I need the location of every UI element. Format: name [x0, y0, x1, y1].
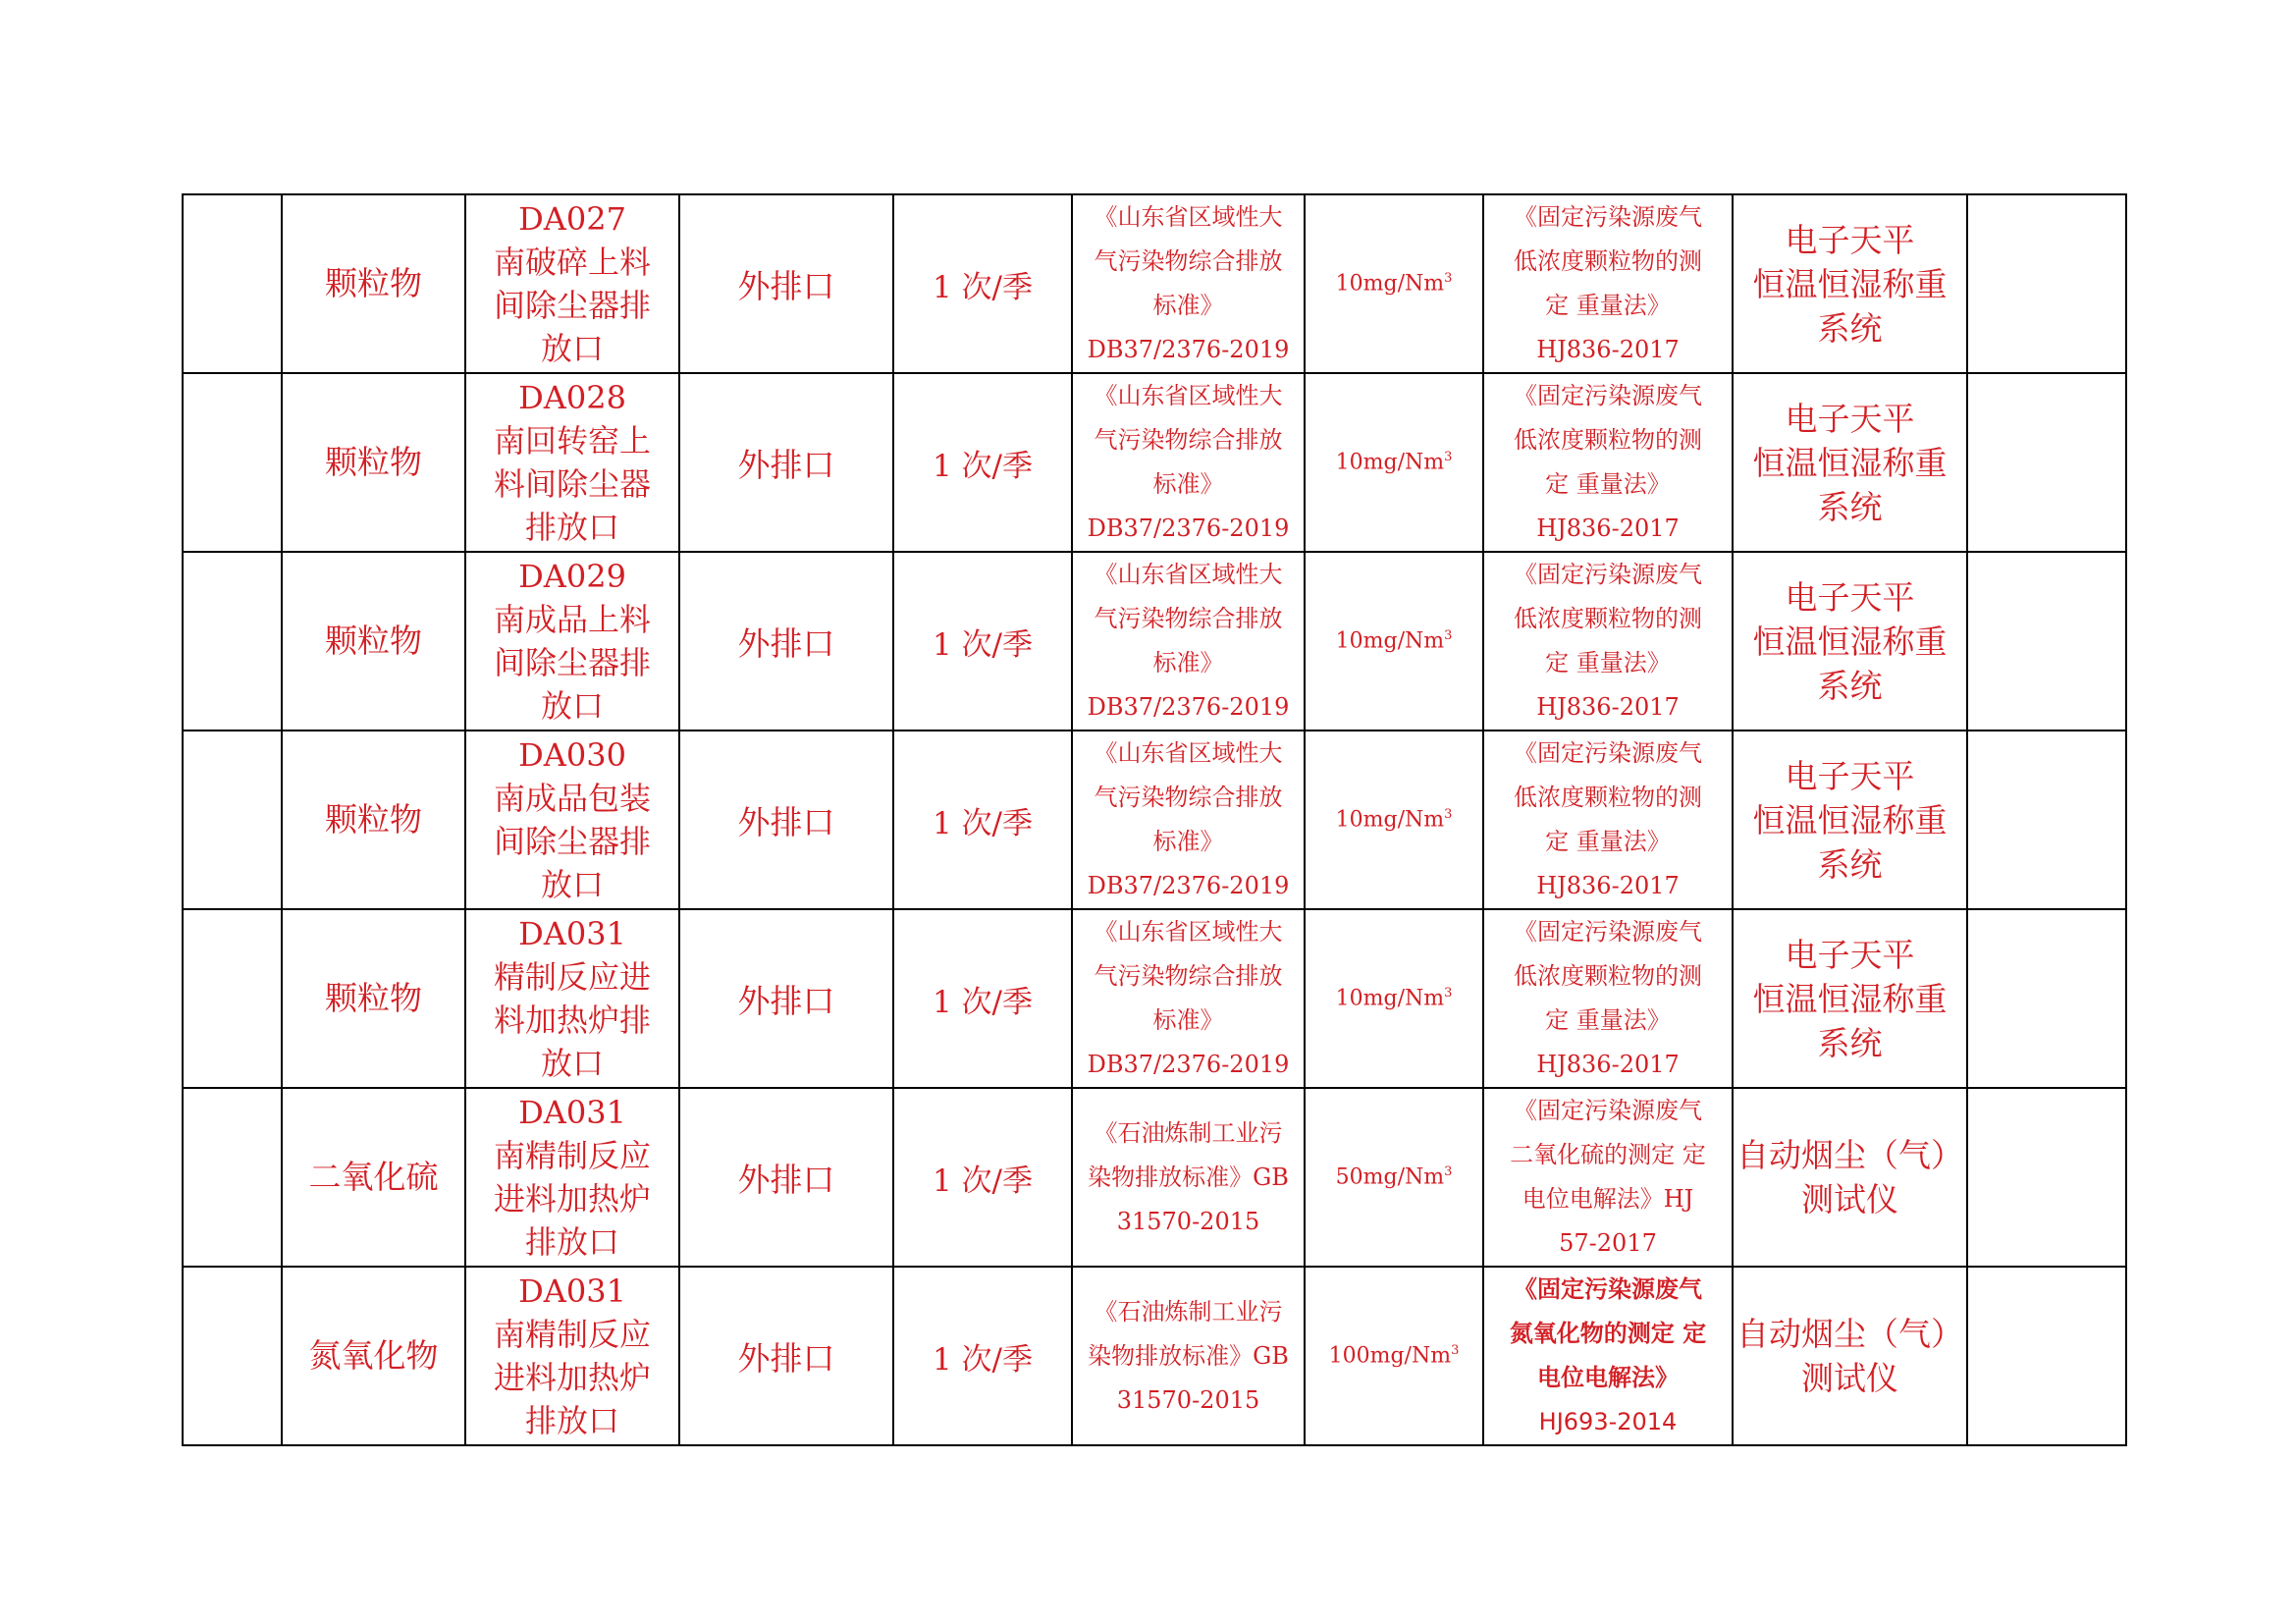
instrument-line: 测试仪 — [1801, 1359, 1898, 1397]
instrument-line: 恒温恒湿称重 — [1752, 622, 1948, 661]
table-body — [183, 194, 2126, 1445]
remark-cell — [1967, 552, 2126, 731]
outlet-line: 料加热炉排 — [493, 1001, 651, 1039]
method-line: 57-2017 — [1559, 1229, 1657, 1257]
standard-line: 标准》 — [1152, 649, 1224, 677]
instrument-cell — [1733, 1088, 1967, 1267]
outlet-cell — [465, 1088, 679, 1267]
method-cell — [1483, 552, 1733, 731]
method-line: HJ836-2017 — [1536, 1051, 1680, 1078]
standard-line: 标准》 — [1152, 1006, 1224, 1034]
limit-superscript: 3 — [1444, 628, 1453, 644]
standard-line: 标准》 — [1152, 470, 1224, 498]
instrument-line: 系统 — [1817, 487, 1883, 526]
instrument-line: 恒温恒湿称重 — [1752, 264, 1948, 303]
method-line: 定 重量法》 — [1545, 292, 1671, 319]
outlet-cell — [465, 194, 679, 373]
instrument-line: 系统 — [1817, 844, 1883, 884]
outlet-line: DA031 — [518, 915, 626, 952]
table-row — [183, 1267, 2126, 1445]
method-line: HJ693-2014 — [1538, 1408, 1678, 1435]
method-line: 《固定污染源废气 — [1514, 918, 1702, 946]
outlet-cell — [465, 373, 679, 552]
outlet-line: DA031 — [518, 1094, 626, 1131]
limit-cell — [1305, 909, 1483, 1088]
instrument-line: 系统 — [1817, 308, 1883, 348]
method-cell — [1483, 731, 1733, 909]
outlet-cell — [465, 909, 679, 1088]
outlet-line: 间除尘器排 — [493, 644, 651, 681]
limit-value: 10mg/Nm — [1335, 628, 1445, 654]
frequency-cell: 1 次/季 — [893, 1267, 1072, 1445]
standard-line: 《石油炼制工业污 — [1094, 1118, 1283, 1147]
instrument-cell — [1733, 552, 1967, 731]
outlet-type-cell: 外排口 — [679, 731, 893, 909]
frequency-cell: 1 次/季 — [893, 909, 1072, 1088]
method-line: 《固定污染源废气 — [1514, 561, 1702, 588]
outlet-line: 排放口 — [524, 1402, 619, 1439]
number-cell — [183, 552, 282, 731]
number-cell — [183, 1088, 282, 1267]
instrument-line: 恒温恒湿称重 — [1752, 800, 1948, 839]
outlet-line: 南精制反应 — [493, 1316, 651, 1353]
pollutant-cell: 氮氧化物 — [282, 1267, 465, 1445]
standard-line: 《山东省区域性大 — [1094, 918, 1283, 946]
limit-superscript: 3 — [1444, 807, 1453, 823]
method-line: HJ836-2017 — [1536, 872, 1680, 899]
standard-line: 气污染物综合排放 — [1094, 247, 1283, 275]
standard-line: 气污染物综合排放 — [1094, 426, 1283, 454]
pollutant-cell: 颗粒物 — [282, 909, 465, 1088]
standard-line: 《石油炼制工业污 — [1094, 1297, 1283, 1326]
instrument-cell — [1733, 373, 1967, 552]
method-line: 低浓度颗粒物的测 — [1514, 426, 1702, 454]
instrument-line: 电子天平 — [1785, 399, 1915, 438]
instrument-line: 恒温恒湿称重 — [1752, 979, 1948, 1018]
remark-cell — [1967, 194, 2126, 373]
method-line: 定 重量法》 — [1545, 828, 1671, 855]
standard-cell — [1072, 552, 1305, 731]
method-line: 定 重量法》 — [1545, 470, 1671, 498]
limit-superscript: 3 — [1444, 271, 1453, 287]
pollutant-cell: 二氧化硫 — [282, 1088, 465, 1267]
standard-line: 标准》 — [1152, 828, 1224, 855]
outlet-type-cell: 外排口 — [679, 1267, 893, 1445]
standard-line: 《山东省区域性大 — [1094, 739, 1283, 767]
standard-line: 气污染物综合排放 — [1094, 605, 1283, 632]
limit-cell — [1305, 1267, 1483, 1445]
outlet-line: 南精制反应 — [493, 1137, 651, 1174]
outlet-line: DA031 — [518, 1272, 626, 1310]
method-line: 《固定污染源废气 — [1514, 382, 1702, 409]
standard-line: DB37/2376-2019 — [1087, 872, 1290, 899]
outlet-line: 放口 — [540, 687, 604, 725]
outlet-line: 进料加热炉 — [493, 1359, 651, 1396]
outlet-line: DA030 — [518, 736, 626, 774]
method-line: 《固定污染源废气 — [1514, 1097, 1702, 1124]
standard-line: 31570-2015 — [1116, 1385, 1260, 1414]
standard-line: 《山东省区域性大 — [1094, 203, 1283, 231]
outlet-line: DA028 — [518, 379, 626, 416]
table-row — [183, 909, 2126, 1088]
standard-cell — [1072, 373, 1305, 552]
outlet-type-cell: 外排口 — [679, 194, 893, 373]
limit-value: 10mg/Nm — [1335, 807, 1445, 833]
instrument-line: 自动烟尘（气） — [1736, 1315, 1963, 1353]
method-line: 《固定污染源废气 — [1514, 1275, 1702, 1303]
instrument-cell — [1733, 194, 1967, 373]
table-row — [183, 1088, 2126, 1267]
frequency-cell: 1 次/季 — [893, 731, 1072, 909]
table-row — [183, 194, 2126, 373]
number-cell — [183, 1267, 282, 1445]
method-line: 低浓度颗粒物的测 — [1514, 605, 1702, 632]
outlet-line: DA027 — [518, 200, 626, 238]
method-cell — [1483, 909, 1733, 1088]
limit-value: 10mg/Nm — [1335, 986, 1445, 1011]
frequency-cell: 1 次/季 — [893, 373, 1072, 552]
method-cell — [1483, 1088, 1733, 1267]
instrument-cell — [1733, 909, 1967, 1088]
limit-value: 10mg/Nm — [1335, 450, 1445, 475]
method-line: 电位电解法》HJ — [1522, 1185, 1694, 1213]
outlet-line: 进料加热炉 — [493, 1180, 651, 1218]
limit-value: 10mg/Nm — [1335, 271, 1445, 297]
standard-line: DB37/2376-2019 — [1087, 336, 1290, 363]
standard-line: DB37/2376-2019 — [1087, 1051, 1290, 1078]
method-cell — [1483, 1267, 1733, 1445]
standard-line: DB37/2376-2019 — [1087, 693, 1290, 721]
outlet-line: 料间除尘器 — [493, 465, 651, 503]
instrument-line: 恒温恒湿称重 — [1752, 443, 1948, 482]
table-row — [183, 373, 2126, 552]
method-line: HJ836-2017 — [1536, 693, 1680, 721]
remark-cell — [1967, 1267, 2126, 1445]
standard-cell — [1072, 731, 1305, 909]
outlet-line: 精制反应进 — [493, 958, 651, 996]
instrument-cell — [1733, 1267, 1967, 1445]
standard-line: 染物排放标准》GB — [1088, 1341, 1289, 1370]
standard-line: 标准》 — [1152, 292, 1224, 319]
method-line: 低浓度颗粒物的测 — [1514, 962, 1702, 990]
standard-line: 《山东省区域性大 — [1094, 561, 1283, 588]
outlet-line: 放口 — [540, 1045, 604, 1082]
standard-cell — [1072, 1088, 1305, 1267]
outlet-cell — [465, 1267, 679, 1445]
limit-superscript: 3 — [1444, 450, 1453, 465]
number-cell — [183, 194, 282, 373]
outlet-line: 放口 — [540, 866, 604, 903]
remark-cell — [1967, 909, 2126, 1088]
pollutant-cell: 颗粒物 — [282, 552, 465, 731]
frequency-cell: 1 次/季 — [893, 1088, 1072, 1267]
limit-cell — [1305, 373, 1483, 552]
standard-cell — [1072, 194, 1305, 373]
number-cell — [183, 731, 282, 909]
outlet-line: 排放口 — [524, 509, 619, 546]
standard-cell — [1072, 1267, 1305, 1445]
standard-line: 31570-2015 — [1116, 1207, 1260, 1235]
method-line: 低浓度颗粒物的测 — [1514, 247, 1702, 275]
limit-value: 100mg/Nm — [1328, 1343, 1452, 1369]
outlet-type-cell: 外排口 — [679, 373, 893, 552]
standard-line: DB37/2376-2019 — [1087, 514, 1290, 542]
frequency-cell: 1 次/季 — [893, 194, 1072, 373]
outlet-type-cell: 外排口 — [679, 552, 893, 731]
remark-cell — [1967, 373, 2126, 552]
instrument-line: 电子天平 — [1785, 577, 1915, 617]
method-cell — [1483, 373, 1733, 552]
pollutant-cell: 颗粒物 — [282, 194, 465, 373]
method-line: 低浓度颗粒物的测 — [1514, 784, 1702, 811]
monitoring-table — [182, 193, 2127, 1446]
standard-cell — [1072, 909, 1305, 1088]
standard-line: 气污染物综合排放 — [1094, 784, 1283, 811]
method-line: 定 重量法》 — [1545, 1006, 1671, 1034]
limit-cell — [1305, 194, 1483, 373]
outlet-line: 放口 — [540, 330, 604, 367]
outlet-line: 南回转窑上 — [493, 422, 651, 460]
limit-superscript: 3 — [1444, 1164, 1453, 1180]
remark-cell — [1967, 731, 2126, 909]
method-cell — [1483, 194, 1733, 373]
method-line: HJ836-2017 — [1536, 514, 1680, 542]
method-line: HJ836-2017 — [1536, 336, 1680, 363]
outlet-cell — [465, 552, 679, 731]
table-row — [183, 731, 2126, 909]
pollutant-cell: 颗粒物 — [282, 373, 465, 552]
instrument-line: 电子天平 — [1785, 220, 1915, 259]
instrument-line: 系统 — [1817, 666, 1883, 705]
method-line: 《固定污染源废气 — [1514, 203, 1702, 231]
standard-line: 染物排放标准》GB — [1088, 1163, 1289, 1191]
outlet-line: 南成品上料 — [493, 601, 651, 638]
outlet-line: 间除尘器排 — [493, 823, 651, 860]
outlet-line: 排放口 — [524, 1223, 619, 1261]
standard-line: 《山东省区域性大 — [1094, 382, 1283, 409]
outlet-line: 南破碎上料 — [493, 244, 651, 281]
limit-superscript: 3 — [1451, 1343, 1460, 1359]
instrument-line: 系统 — [1817, 1023, 1883, 1062]
limit-cell — [1305, 552, 1483, 731]
number-cell — [183, 909, 282, 1088]
method-line: 二氧化硫的测定 定 — [1510, 1141, 1706, 1168]
outlet-type-cell: 外排口 — [679, 1088, 893, 1267]
limit-superscript: 3 — [1444, 986, 1453, 1001]
outlet-line: 间除尘器排 — [493, 287, 651, 324]
limit-cell — [1305, 731, 1483, 909]
instrument-line: 测试仪 — [1801, 1180, 1898, 1218]
limit-value: 50mg/Nm — [1335, 1164, 1445, 1190]
remark-cell — [1967, 1088, 2126, 1267]
instrument-line: 电子天平 — [1785, 935, 1915, 974]
outlet-cell — [465, 731, 679, 909]
method-line: 氮氧化物的测定 定 — [1509, 1320, 1707, 1347]
method-line: 定 重量法》 — [1545, 649, 1671, 677]
number-cell — [183, 373, 282, 552]
standard-line: 气污染物综合排放 — [1094, 962, 1283, 990]
instrument-line: 电子天平 — [1785, 756, 1915, 795]
limit-cell — [1305, 1088, 1483, 1267]
instrument-cell — [1733, 731, 1967, 909]
table-row — [183, 552, 2126, 731]
method-line: 《固定污染源废气 — [1514, 739, 1702, 767]
instrument-line: 自动烟尘（气） — [1736, 1136, 1963, 1174]
pollutant-cell: 颗粒物 — [282, 731, 465, 909]
outlet-line: DA029 — [518, 558, 626, 595]
frequency-cell: 1 次/季 — [893, 552, 1072, 731]
outlet-type-cell: 外排口 — [679, 909, 893, 1088]
outlet-line: 南成品包装 — [493, 780, 651, 817]
method-line: 电位电解法》 — [1537, 1364, 1679, 1391]
